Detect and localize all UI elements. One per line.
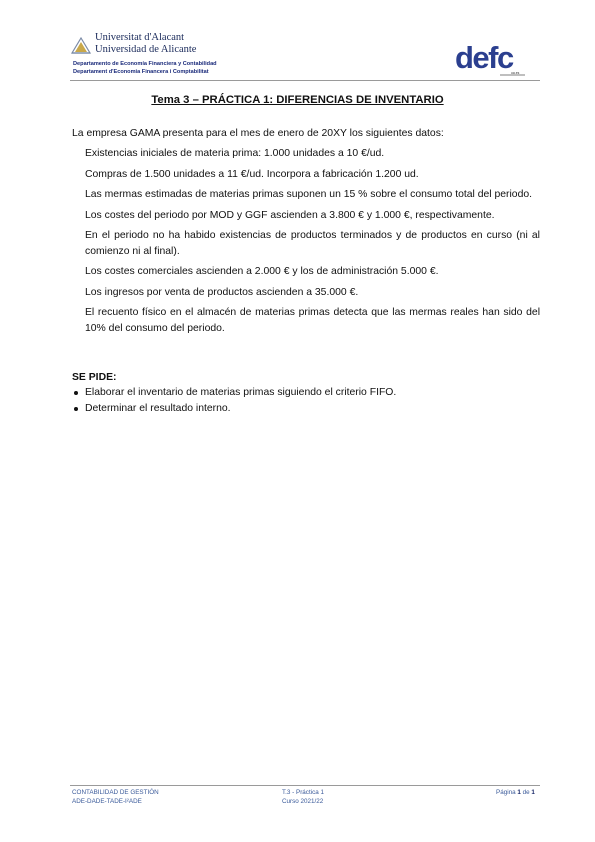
university-logo-icon <box>70 35 92 55</box>
task-item <box>72 401 532 417</box>
task-text: Determinar el resultado interno. <box>85 402 231 414</box>
footer-practice-name: T.3 - Práctica 1 <box>282 789 324 796</box>
intro-paragraph: La empresa GAMA presenta para el mes de enero de 20XY los siguientes datos: <box>72 128 444 139</box>
department-name <box>73 60 217 76</box>
bullet-icon <box>74 391 78 395</box>
bullet-icon <box>74 407 78 411</box>
footer-practice <box>282 788 324 806</box>
page-current: 1 <box>517 789 521 796</box>
se-pide-heading: SE PIDE: <box>72 372 117 383</box>
data-item: Compras de 1.500 unidades a 11 €/ud. Incorpora a fabricación 1.200 ud. <box>85 168 419 180</box>
page-title: Tema 3 – PRÁCTICA 1: DIFERENCIAS DE INVENTARIO <box>151 94 444 106</box>
data-item: En el periodo no ha habido existencias de productos terminados y de productos en curso (ni al comienzo ni al final). <box>85 230 540 257</box>
data-item: Los costes comerciales ascienden a 2.000 € y los de administración 5.000 €. <box>85 266 439 277</box>
data-item: Existencias iniciales de materia prima: 1.000 unidades a 10 €/ud. <box>85 148 385 159</box>
footer-course-name: CONTABILIDAD DE GESTIÓN <box>72 789 159 796</box>
university-name <box>95 32 196 56</box>
page-label: Página <box>496 789 516 796</box>
data-item: Las mermas estimadas de materias primas suponen un 15 % sobre el consumo total del periodo. <box>85 189 533 200</box>
defc-logo-subtext: ua.es <box>511 71 520 75</box>
task-item <box>72 385 532 401</box>
department-name-ca: Departament d'Economia Financera i Comptabilitat <box>73 69 209 75</box>
task-text: Elaborar el inventario de materias primas siguiendo el criterio FIFO. <box>85 387 397 398</box>
header-divider <box>70 80 540 81</box>
data-item: Los ingresos por venta de productos ascienden a 35.000 €. <box>85 286 359 298</box>
footer-academic-year: Curso 2021/22 <box>282 798 324 805</box>
defc-logo <box>453 42 531 78</box>
page-of: de <box>522 789 530 796</box>
footer-degrees: ADE-DADE-TADE-I²ADE <box>72 798 142 805</box>
university-name-es: Universidad de Alicante <box>95 44 197 55</box>
task-list <box>72 385 532 416</box>
page-total: 1 <box>531 789 535 796</box>
university-name-ca: Universitat d'Alacant <box>95 32 185 43</box>
footer-divider <box>70 785 540 786</box>
footer-course <box>72 788 159 806</box>
defc-logo-text: defc <box>455 42 513 75</box>
data-item: El recuento físico en el almacén de materias primas detecta que las mermas reales han sido del 10% del consumo del periodo. <box>85 307 540 334</box>
data-list <box>85 146 540 341</box>
data-item: Los costes del periodo por MOD y GGF ascienden a 3.800 € y 1.000 €, respectivamente. <box>85 209 495 221</box>
page-number <box>496 788 535 797</box>
department-name-es: Departamento de Economía Financiera y Contabilidad <box>73 61 217 67</box>
